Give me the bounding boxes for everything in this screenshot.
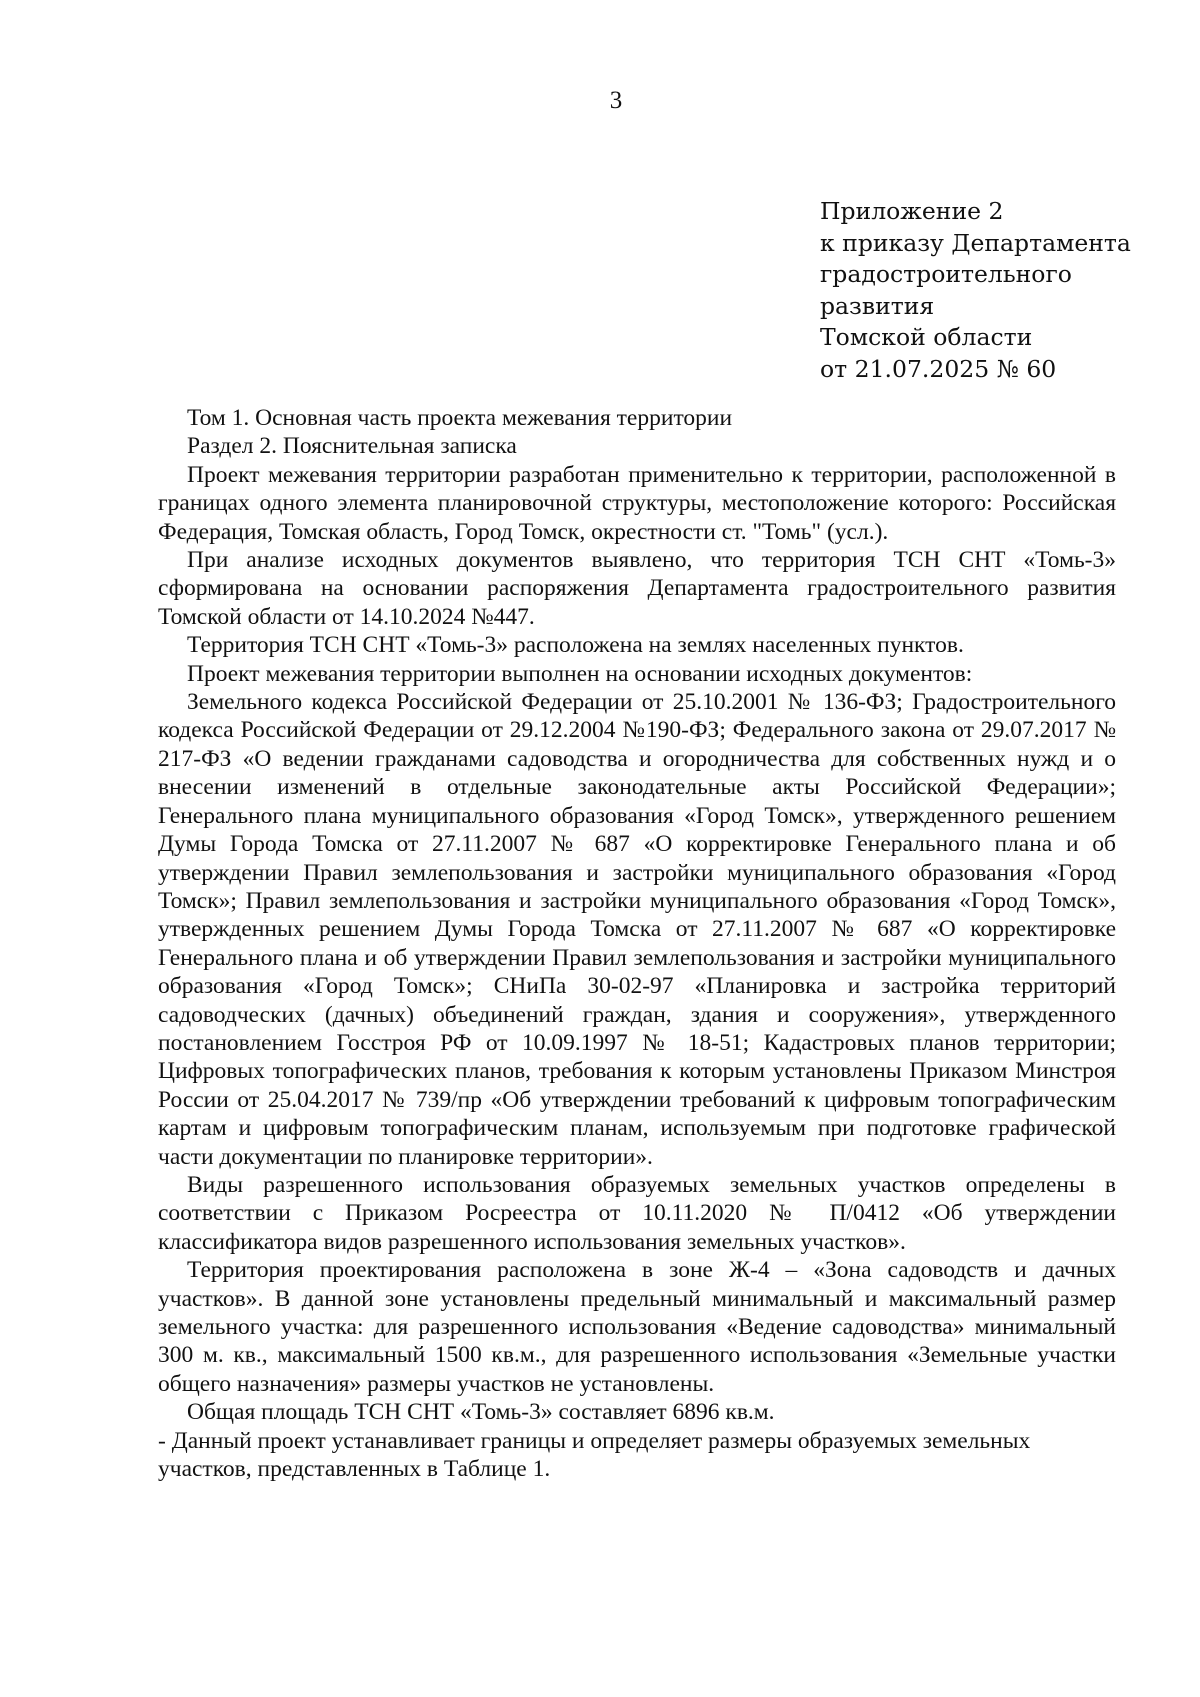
volume-heading: Том 1. Основная часть проекта межевания территории: [187, 405, 733, 431]
paragraph: Проект межевания территории разработан применительно к территории, расположенной в границах одного элемента планировочной структуры, местоположение которого: Российская Федерация, Томская область, Город Томск, окрестности ст. "Томь" (усл.).: [158, 461, 1116, 545]
section-heading: Раздел 2. Пояснительная записка: [187, 433, 517, 460]
paragraph: При анализе исходных документов выявлено, что территория ТСН СНТ «Томь-3» сформирована на основании распоряжения Департамента градостроительного развития Томской области от 14.10.2024 №447.: [158, 547, 1116, 630]
document-body: [158, 404, 1116, 1483]
paragraph: Территория проектирования расположена в зоне Ж-4 – «Зона садоводств и дачных участков». В данной зоне установлены предельный минимальный и максимальный размер земельного участка: для разрешенного использования «Ведение садоводства» минимальный 300 м. кв., максимальный 1500 кв.м., для разрешенного использования «Земельные участки общего назначения» размеры участков не установлены.: [158, 1257, 1116, 1397]
paragraph: Проект межевания территории выполнен на основании исходных документов:: [187, 660, 973, 687]
appendix-line: Приложение 2: [820, 197, 1004, 225]
final-line: - Данный проект устанавливает границы и определяет размеры образуемых земельных: [158, 1427, 1031, 1454]
appendix-line: развития: [820, 291, 935, 320]
appendix-line: к приказу Департамента: [820, 228, 1131, 257]
paragraph: Земельного кодекса Российской Федерации от 25.10.2001 № 136-ФЗ; Градостроительного кодекса Российской Федерации от 29.12.2004 №190-ФЗ; Федерального закона от 29.07.2017 № 217-ФЗ «О ведении гражданами садоводства и огородничества для собственных нужд и о внесении изменений в отдельные законодательные акты Российской Федерации»; Генерального плана муниципального образования «Город Томск», утвержденного решением Думы Города Томска от 27.11.2007 № 687 «О корректировке Генерального плана и об утверждении Правил землепользования и застройки муниципального образования «Город Томск»; Правил землепользования и застройки муниципального образования «Город Томск», утвержденных решением Думы Города Томска от 27.11.2007 № 687 «О корректировке Генерального плана и об утверждении Правил землепользования и застройки муниципального образования «Город Томск»; СНиПа 30-02-97 «Планировка и застройка территорий садоводческих (дачных) объединений граждан, здания и сооружения», утвержденного постановлением Госстроя РФ от 10.09.1997 № 18-51; Кадастровых планов территории; Цифровых топографических планов, требования к которым установлены Приказом Минстроя России от 25.04.2017 № 739/пр «Об утверждении требований к цифровым топографическим картам и цифровым топографическим планам, используемым при подготовке графической части документации по планировке территории».: [158, 689, 1116, 1170]
final-line: участков, представленных в Таблице 1.: [158, 1456, 551, 1483]
paragraph: Виды разрешенного использования образуемых земельных участков определены в соответствии с Приказом Росреестра от 10.11.2020 № П/0412 «Об утверждении классификатора видов разрешенного использования земельных участков».: [158, 1171, 1116, 1255]
appendix-line: Томской области: [820, 323, 1033, 351]
page-number: 3: [609, 87, 623, 114]
paragraph: Общая площадь ТСН СНТ «Томь-3» составляет 6896 кв.м.: [187, 1399, 775, 1426]
appendix-line: от 21.07.2025 № 60: [820, 354, 1057, 383]
appendix-block: [820, 196, 1180, 385]
appendix-line: градостроительного: [820, 260, 1072, 288]
paragraph: Территория ТСН СНТ «Томь-3» расположена на землях населенных пунктов.: [187, 632, 964, 659]
